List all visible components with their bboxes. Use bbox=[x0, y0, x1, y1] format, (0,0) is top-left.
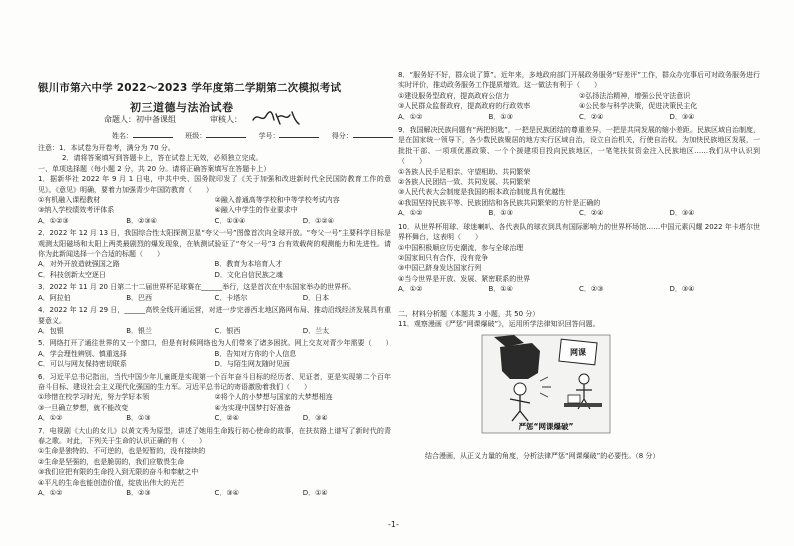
statement: ③一旦确立梦想，就不能改变 bbox=[38, 403, 129, 412]
notice-line: 2．请将答案填写到答题卡上，答在试卷上无效，必须独立完成。 bbox=[62, 154, 263, 163]
statement-list bbox=[398, 91, 760, 112]
statement: ①中国积极顺应历史潮流，参与全球治理 bbox=[398, 243, 524, 252]
cartoon-image bbox=[480, 333, 612, 435]
right-column bbox=[398, 70, 760, 461]
number-label: 学号： bbox=[258, 132, 280, 140]
statement-list bbox=[38, 392, 391, 413]
answer-option: A．学会理性辨别、慎重选择 bbox=[38, 349, 127, 358]
statement: ①各族人民手足相亲、守望相助、共同繁荣 bbox=[398, 167, 531, 176]
answer-option: B．②③④ bbox=[126, 216, 157, 225]
statement: ③人民代表大会制度是我国的根本政治制度具有优越性 bbox=[398, 188, 566, 197]
student-info-row bbox=[112, 130, 403, 141]
question-stem: 6．习近平总书记指出，当代中国少年儿童既是实现第一个百年奋斗目标的经历者、见证者，更是实现第二个百年奋斗目标、建设社会主义现代化强国的生力军。习近平总书记的寄语激励着我们（ ） bbox=[38, 372, 391, 391]
answer-options bbox=[38, 293, 391, 303]
answer-option: D．③④ bbox=[669, 285, 695, 294]
answer-option: B．①③ bbox=[488, 112, 513, 121]
question-stem: 9．我国解决民族问题有“两把钥匙”，一把是民族团结的尊重差异，一把是共同发展的缩小差距。民族区域自治制度，是在国家统一领导下，各少数民族聚居的地方实行区域自治，设立自治机关，行使自治权。为加快民族地区发展，一批批干部、一项项优惠政策、一个个援建项目投向民族地区，一笔笔扶贫资金注入民族地区……我们从中认识到（ ） bbox=[398, 126, 760, 166]
statement: ③中国已跻身发达国家行列 bbox=[398, 264, 482, 273]
answer-options bbox=[398, 208, 760, 218]
question-9 bbox=[398, 125, 760, 219]
statement-list bbox=[38, 446, 391, 488]
answer-option: B．告知对方你的个人信息 bbox=[214, 349, 297, 358]
question-stem: 8．“服务好不好，群众说了算”。近年来，多地政府部门开展政务服务“好差评”工作，群众办完事后可对政务服务进行实时评价，推动政务服务工作提质增效。这一做法有利于（ ） bbox=[398, 71, 760, 90]
question-stem: 5．网络打开了通往世界的又一个窗口，但是有时候网络也为人们带来了诸多困扰。网上交友对青少年需要（ ） bbox=[38, 339, 393, 348]
setter-row bbox=[104, 114, 242, 125]
answer-options bbox=[398, 284, 760, 294]
section-heading: 二、材料分析题（本题共 3 小题，共 50 分） bbox=[398, 309, 540, 318]
answer-option: A．①② bbox=[38, 489, 63, 497]
answer-options bbox=[38, 216, 391, 226]
statement-list bbox=[398, 167, 760, 209]
answer-option: B．②③ bbox=[126, 489, 151, 497]
question-7 bbox=[38, 426, 391, 499]
answer-option: C．③④ bbox=[214, 489, 239, 497]
statement: ④为实现中国梦打好准备 bbox=[214, 403, 291, 412]
statement: ③纳入学校绩效考评体系 bbox=[38, 206, 115, 215]
name-label: 姓名： bbox=[112, 132, 133, 140]
answer-options bbox=[38, 326, 391, 336]
statement-list bbox=[398, 243, 760, 285]
question-11-task: 结合漫画，从正义力量的角度，分析法律严惩“网课爆破”的必要性。（8 分） bbox=[425, 451, 660, 460]
statement: ④我国坚持民族平等、民族团结和各民族共同繁荣的方针是正确的 bbox=[398, 198, 601, 207]
answer-options bbox=[398, 112, 760, 122]
question-1 bbox=[38, 174, 391, 226]
answer-option: C．②④ bbox=[214, 414, 239, 423]
statement: ④公民参与科学决策，促进决策民主化 bbox=[579, 102, 698, 111]
desk bbox=[564, 403, 602, 407]
answer-option: C．卡塔尔 bbox=[214, 293, 248, 302]
question-stem: 4．2022 年 12 月 29 日，______高铁全线开通运营，对进一步完善西北地区路网布局、推动沿线经济发展具有重要意义。 bbox=[38, 306, 391, 325]
answer-option: C．银西 bbox=[214, 326, 241, 335]
question-10 bbox=[398, 222, 760, 295]
question-11-stem: 11．观察漫画《严惩“网课爆破”》，运用所学法律知识回答问题。 bbox=[398, 319, 600, 328]
answer-option: D．兰太 bbox=[302, 326, 330, 335]
statement: ④融入中学生的作业要求中 bbox=[214, 206, 298, 215]
answer-option: B．①③ bbox=[488, 209, 513, 218]
question-5 bbox=[38, 338, 391, 369]
statement: ②将个人的小梦想与国家的大梦想相连 bbox=[214, 393, 333, 402]
notice bbox=[38, 143, 391, 164]
statement: ①珍惜在校学习时光，努力学好本领 bbox=[38, 393, 150, 402]
answer-option: C．可以与网友保持密切联系 bbox=[38, 360, 127, 369]
intruder-head bbox=[514, 383, 526, 395]
giant-fist-icon bbox=[500, 343, 540, 379]
question-8 bbox=[398, 70, 760, 122]
score-label: 得分： bbox=[331, 132, 353, 140]
answer-option: A．①② bbox=[38, 414, 63, 423]
answer-option: C．②③ bbox=[579, 285, 604, 294]
page-number: -1- bbox=[388, 520, 399, 529]
answer-options bbox=[38, 349, 391, 370]
answer-option: A．包银 bbox=[38, 326, 64, 335]
statement: ①有机融入课程教材 bbox=[38, 196, 101, 205]
score-blank bbox=[353, 130, 393, 138]
answer-option: D．日本 bbox=[302, 293, 330, 302]
statement: ①建设服务型政府，提高政府公信力 bbox=[398, 91, 510, 100]
answer-option: A．①② bbox=[398, 209, 423, 218]
statement: ③我们应把有限的生命投入到无限的奋斗和奉献之中 bbox=[38, 468, 199, 477]
answer-option: A．对外开放造就强国之路 bbox=[38, 260, 120, 269]
answer-option: D．①④ bbox=[302, 489, 328, 497]
notice-line: 注意：1．本试卷为开卷考，满分为 70 分。 bbox=[38, 144, 175, 152]
statement: ④平凡的生命也能创造价值，绽放出伟大的光芒 bbox=[38, 478, 185, 487]
answer-option: A．阿拉伯 bbox=[38, 293, 71, 302]
school-exam-title: 银川市第六中学 2022～2023 学年度第二学期第二次模拟考试 bbox=[38, 82, 342, 94]
screen-label: 网课 bbox=[570, 348, 586, 358]
answer-option: A．①② bbox=[398, 112, 423, 121]
answer-option: A．①②③ bbox=[38, 216, 69, 225]
question-4 bbox=[38, 305, 391, 336]
answer-option: D．③④ bbox=[669, 209, 695, 218]
left-column bbox=[38, 143, 391, 500]
question-stem: 3．2022 年 11 月 20 日第二十二届世界杯足球赛在______举行，这是首次在中东国家举办的世界杯。 bbox=[38, 283, 356, 292]
answer-option: B．银兰 bbox=[126, 326, 153, 335]
question-2 bbox=[38, 228, 391, 280]
question-stem: 1．据新华社 2022 年 9 月 1 日电，中共中央、国务院印发了《关于加强和改进新时代全民国防教育工作的意见》。《意见》明确，要着力加强青少年国防教育（ ） bbox=[38, 175, 391, 194]
answer-option: B．①③ bbox=[126, 414, 151, 423]
statement: ③人民群众监督政府，提高政府的行政效率 bbox=[398, 102, 531, 111]
statement: ②弘扬法治精神，增强公民守法意识 bbox=[579, 91, 691, 100]
statement: ①生命是独特的、不可逆的，也是短暂的，没有接续的 bbox=[38, 447, 206, 456]
answer-option: D．与陌生网友随时见面 bbox=[214, 360, 290, 369]
answer-option: D．①②④ bbox=[302, 216, 334, 225]
class-blank bbox=[206, 130, 246, 138]
answer-option: B．①④ bbox=[488, 285, 513, 294]
answer-option: D．③④ bbox=[669, 112, 695, 121]
answer-option: C．①③④ bbox=[214, 216, 246, 225]
statement: ②国家间只有合作，没有竞争 bbox=[398, 253, 489, 262]
answer-option: A．①② bbox=[398, 285, 423, 294]
answer-option: C．②④ bbox=[579, 112, 604, 121]
number-blank bbox=[279, 130, 319, 138]
signature-stroke bbox=[253, 112, 299, 124]
cartoon-caption: 严惩“网课爆破” bbox=[518, 422, 574, 432]
reviewer-signature bbox=[250, 108, 302, 128]
reviewer-label: 审核人： bbox=[210, 115, 242, 124]
question-3 bbox=[38, 282, 391, 303]
question-6 bbox=[38, 372, 391, 424]
answer-option: D．③④ bbox=[302, 414, 328, 423]
answer-option: B．巴西 bbox=[126, 293, 153, 302]
answer-options bbox=[38, 488, 391, 498]
statement-list bbox=[38, 195, 391, 216]
paper-title: 初三道德与法治试卷 bbox=[130, 101, 234, 114]
statement: ④当今世界是开放、发展、紧密联系的世界 bbox=[398, 274, 531, 283]
answer-option: C．科技创新太空逐日 bbox=[38, 270, 106, 279]
question-stem: 10．从世界杯用球、球迷喇叭、各代表队的球衣到具有国际影响力的世界杯场馆……中国元素闪耀 2022 年卡塔尔世界杯舞台，这表明（ ） bbox=[398, 222, 760, 242]
answer-option: B．教育为本培育人才 bbox=[214, 260, 283, 269]
name-blank bbox=[133, 130, 173, 138]
section-heading: 一、单项选择题（每小题 2 分，共 20 分。请将正确答案填写在答题卡上） bbox=[38, 164, 271, 173]
question-stem: 2．2022 年 12 月 13 日，我国综合性太阳探测卫星“夸父一号”图像首次向全球开放。“夸父一号”主要科学目标是观测太阳磁场和太阳上两类最剧烈的爆发现象，在轨测试验证了“夸父一号”3 台有效载荷的观测能力和先进性。请你为此新闻选择一个合适的标题（ ） bbox=[38, 229, 391, 259]
class-label: 班级： bbox=[185, 132, 207, 140]
statement: ②各族人民团结一致、共同发展、共同繁荣 bbox=[398, 178, 531, 187]
laptop bbox=[568, 395, 580, 403]
answer-options bbox=[38, 413, 391, 423]
setter-label: 命题人：初中备课组 bbox=[104, 115, 176, 124]
statement: ②生命是坚强的，也是脆弱的，我们应敬畏生命 bbox=[38, 457, 185, 466]
answer-options bbox=[38, 259, 391, 280]
student-head bbox=[579, 374, 589, 384]
statement: ②融入普通高等学校和中等学校考试内容 bbox=[214, 196, 340, 205]
answer-option: C．②④ bbox=[579, 209, 604, 218]
question-stem: 7．电视剧《大山的女儿》以黄文秀为原型，讲述了她用生命践行初心使命的故事，在扶贫路上谱写了新时代的青春之歌。对此，下列关于生命的认识正确的有（ ） bbox=[38, 426, 391, 445]
answer-option: D．文化自信民族之魂 bbox=[214, 270, 283, 279]
